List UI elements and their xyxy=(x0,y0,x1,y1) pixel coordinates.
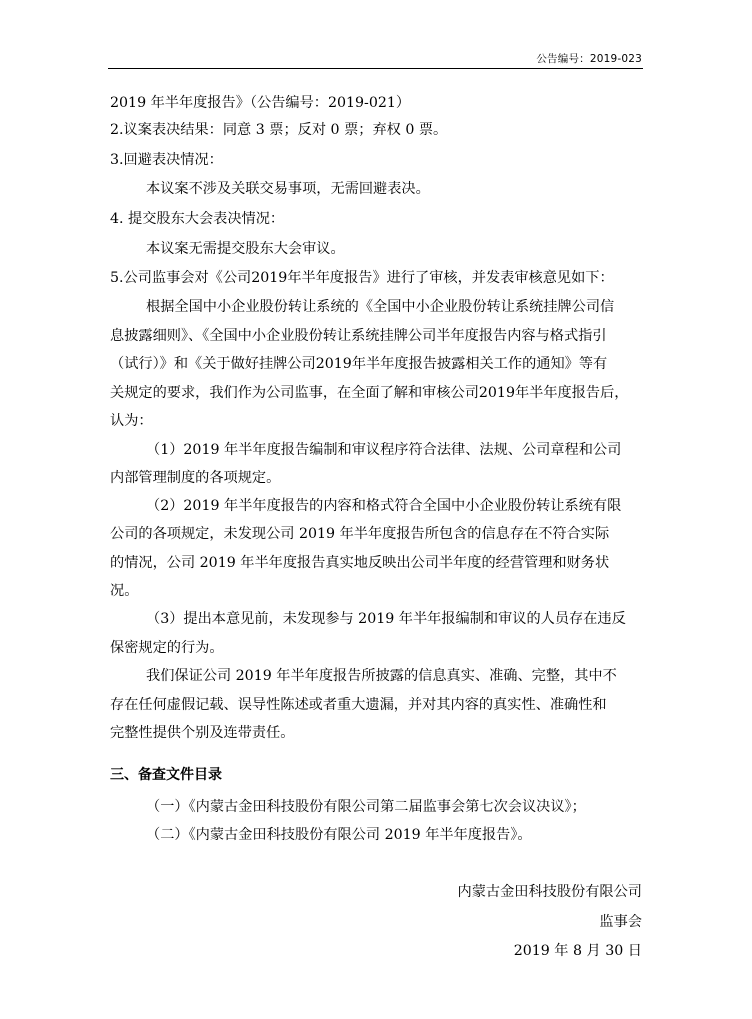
text-line: （试行）》和《关于做好挂牌公司2019年半年度报告披露相关工作的通知》等有 xyxy=(110,356,608,372)
text-line: 况。 xyxy=(110,583,139,599)
text-line: 3.回避表决情况： xyxy=(110,152,223,168)
text-line: （3）提出本意见前，未发现参与 2019 年半年报编制和审议的人员存在违反 xyxy=(146,611,626,627)
text-line: 关规定的要求，我们作为公司监事，在全面了解和审核公司2019年半年度报告后， xyxy=(110,385,629,401)
text-line: 我们保证公司 2019 年半年度报告所披露的信息真实、准确、完整，其中不 xyxy=(146,668,617,684)
header-divider xyxy=(108,68,643,69)
text-line: 2.议案表决结果：同意 3 票；反对 0 票；弃权 0 票。 xyxy=(110,122,448,138)
signature-board: 监事会 xyxy=(599,914,642,930)
document-number: 公告编号：2019-023 xyxy=(536,53,642,65)
text-line: 公司的各项规定，未发现公司 2019 年半年度报告所包含的信息存在不符合实际 xyxy=(110,526,610,542)
text-line: 保密规定的行为。 xyxy=(110,640,224,656)
text-line: （1）2019 年半年度报告编制和审议程序符合法律、法规、公司章程和公司 xyxy=(146,442,622,458)
signature-company: 内蒙古金田科技股份有限公司 xyxy=(457,884,642,900)
signature-date: 2019 年 8 月 30 日 xyxy=(513,943,642,959)
text-line: 认为： xyxy=(110,413,153,429)
text-line: 息披露细则》、《全国中小企业股份转让系统挂牌公司半年度报告内容与格式指引 xyxy=(110,328,607,344)
text-line: （2）2019 年半年度报告的内容和格式符合全国中小企业股份转让系统有限 xyxy=(146,498,622,514)
text-line: 2019 年半年度报告》（公告编号：2019-021） xyxy=(110,95,411,111)
text-line: 内部管理制度的各项规定。 xyxy=(110,470,281,486)
text-line: 根据全国中小企业股份转让系统的《全国中小企业股份转让系统挂牌公司信 xyxy=(146,299,615,315)
text-line: 5.公司监事会对《公司2019年半年度报告》进行了审核，并发表审核意见如下： xyxy=(110,270,614,286)
text-line: 存在任何虚假记载、误导性陈述或者重大遗漏，并对其内容的真实性、准确性和 xyxy=(110,697,607,713)
text-line: 的情况，公司 2019 年半年度报告真实地反映出公司半年度的经营管理和财务状 xyxy=(110,555,610,571)
text-line: （二）《内蒙古金田科技股份有限公司 2019 年半年度报告》。 xyxy=(146,827,532,843)
text-line: 本议案不涉及关联交易事项，无需回避表决。 xyxy=(146,181,430,197)
text-line: 本议案无需提交股东大会审议。 xyxy=(146,241,345,257)
text-line: 4. 提交股东大会表决情况： xyxy=(110,211,285,227)
text-line: （一）《内蒙古金田科技股份有限公司第二届监事会第七次会议决议》； xyxy=(146,799,586,815)
text-line: 完整性提供个别及连带责任。 xyxy=(110,725,295,741)
section-heading: 三、备查文件目录 xyxy=(110,767,222,783)
